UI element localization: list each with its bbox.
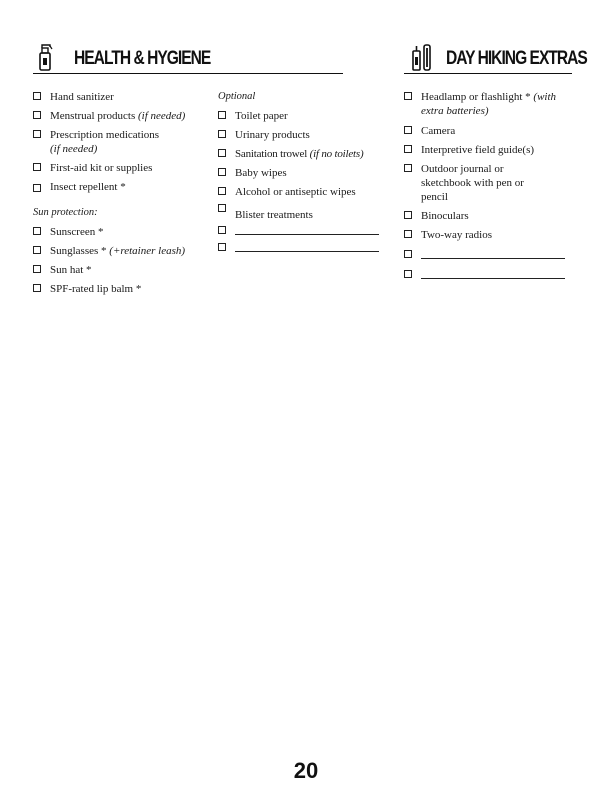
checklist-item-blister-treatments [218,202,388,222]
spray-bottle-icon [37,43,53,71]
page-number: 20 [293,758,319,783]
checklist-item-sanitation-trowel [218,147,388,161]
checklist-item-urinary-products [218,128,388,142]
item-label: Outdoor journal or sketchbook with pen or pencil [421,163,524,203]
item-note: (with extra batteries) [421,91,557,117]
checklist-item-field-guide [404,143,574,157]
checkbox[interactable] [404,126,412,134]
item-label: Urinary products [235,129,310,141]
extras-items-column [404,90,574,279]
checkbox[interactable] [218,149,226,157]
checkbox[interactable] [33,265,41,273]
item-label: Binoculars [421,210,469,222]
write-in-line[interactable] [421,248,565,259]
item-label: Prescription medications [50,129,160,141]
checkbox[interactable] [218,226,226,234]
checkbox[interactable] [33,246,41,254]
item-label: Sanitation trowel [235,148,310,160]
checklist-item-two-way-radios [404,228,574,242]
health-hygiene-rule [33,73,343,74]
checkbox[interactable] [33,92,41,100]
checklist-item-blank [218,241,388,252]
sun-protection-subhead: Sun protection: [33,207,98,218]
item-label: Sunglasses * [50,245,110,257]
optional-items-column [218,90,388,252]
day-hiking-extras-title: DAY HIKING EXTRAS [446,48,587,69]
write-in-line[interactable] [421,268,565,279]
item-label: Hand sanitizer [50,91,114,103]
checklist-item-insect-repellent [33,180,208,194]
checkbox[interactable] [404,211,412,219]
item-label: Sunscreen * [50,226,104,238]
checkbox[interactable] [218,243,226,251]
checklist-item-sunglasses [33,244,208,258]
health-items-column [33,90,208,296]
item-label: SPF-rated lip balm * [50,283,142,295]
checkbox[interactable] [218,204,226,212]
item-label: First-aid kit or supplies [50,162,153,174]
checklist-item-journal [404,162,574,204]
item-label: Toilet paper [235,110,288,122]
checklist-item-sun-hat [33,263,208,277]
checkbox[interactable] [33,130,41,138]
item-label: Menstrual products [50,110,138,122]
tools-icon [410,43,434,71]
checklist-item-sunscreen [33,225,208,239]
checkbox[interactable] [33,111,41,119]
checkbox[interactable] [404,250,412,258]
item-label: Sun hat * [50,264,92,276]
checklist-item-binoculars [404,209,574,223]
checkbox[interactable] [404,230,412,238]
checkbox[interactable] [404,92,412,100]
item-label: Baby wipes [235,167,287,179]
item-label: Insect repellent * [50,181,126,193]
checkbox[interactable] [33,227,41,235]
checkbox[interactable] [33,163,41,171]
checkbox[interactable] [33,284,41,292]
item-note: (if no toilets) [309,148,364,160]
checklist-item-menstrual-products [33,109,208,123]
checklist-item-blank [404,248,574,259]
item-note: (+retainer leash) [109,245,186,257]
checklist-item-camera [404,124,574,138]
checkbox[interactable] [218,168,226,176]
item-note: (if needed) [137,110,186,122]
item-label: Interpretive field guide(s) [421,144,535,156]
item-label: Camera [421,125,456,137]
checklist-item-hand-sanitizer [33,90,208,104]
item-label: Alcohol or antiseptic wipes [235,186,356,198]
checkbox[interactable] [33,184,41,192]
write-in-line[interactable] [235,224,379,235]
checkbox[interactable] [218,130,226,138]
health-hygiene-header [33,40,343,74]
item-label: Headlamp or flashlight * [421,91,534,103]
item-label: Blister treatments [235,209,313,221]
checkbox[interactable] [404,164,412,172]
checkbox[interactable] [218,111,226,119]
checkbox[interactable] [218,187,226,195]
checklist-item-baby-wipes [218,166,388,180]
checklist-item-spf-lip-balm [33,282,208,296]
write-in-line[interactable] [235,241,379,252]
day-hiking-extras-rule [404,73,572,74]
checklist-item-headlamp [404,90,574,118]
item-label: Two-way radios [421,229,493,241]
health-hygiene-title: HEALTH & HYGIENE [74,48,211,69]
day-hiking-extras-header [404,40,587,74]
checklist-item-blank [218,224,388,235]
checkbox[interactable] [404,270,412,278]
checklist-item-blank [404,268,574,279]
item-note: (if needed) [50,143,98,155]
checklist-item-first-aid-kit [33,161,208,175]
optional-subhead: Optional [218,91,256,102]
checklist-item-prescription-medications [33,128,208,156]
checkbox[interactable] [404,145,412,153]
checklist-item-toilet-paper [218,109,388,123]
checklist-item-antiseptic-wipes [218,185,388,199]
